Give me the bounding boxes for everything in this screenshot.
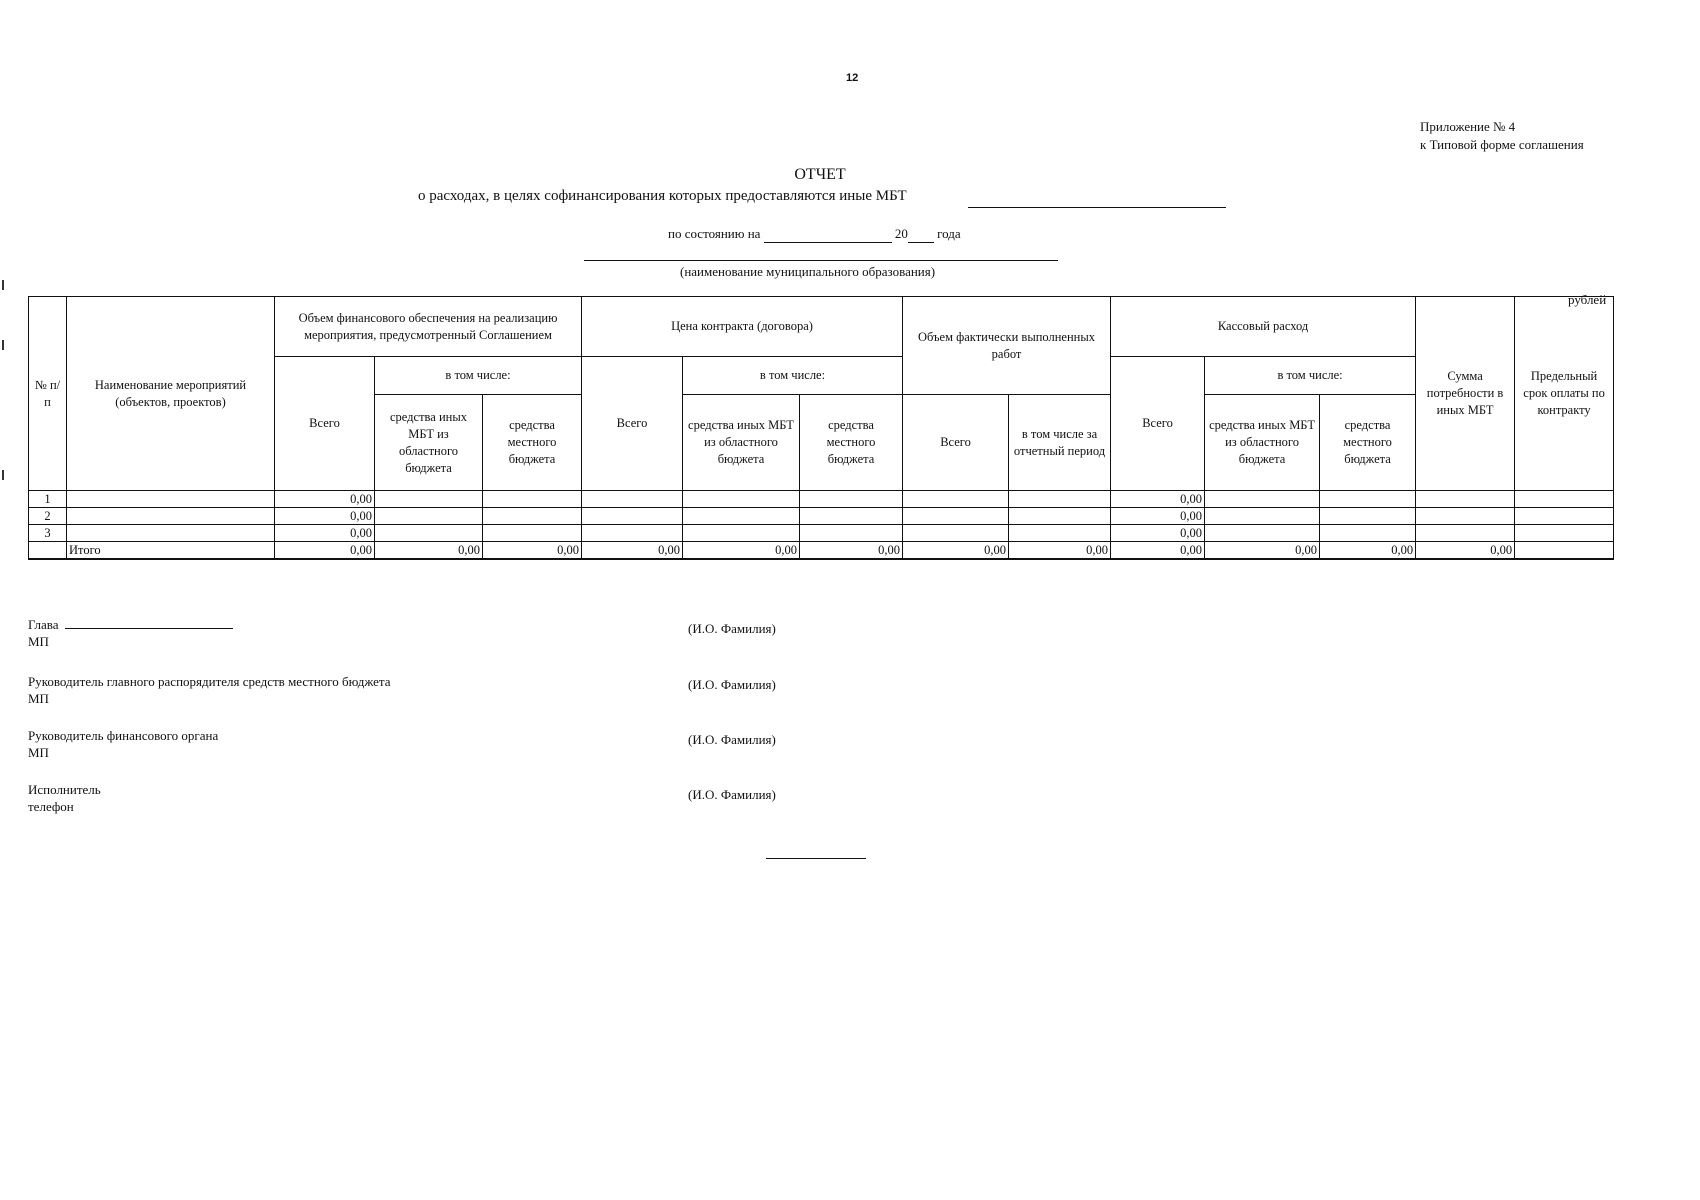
signature-blank-line: [65, 628, 233, 629]
appendix-line-1: Приложение № 4: [1420, 119, 1516, 134]
cell-actual-total: [903, 491, 1009, 508]
cell-need: [1416, 491, 1515, 508]
header-actual-total: Всего: [903, 395, 1009, 491]
signature-head: [28, 616, 233, 650]
cell-cash-mbt: [1205, 491, 1320, 508]
cell-funding-local: [483, 508, 582, 525]
header-cash: Кассовый расход: [1111, 297, 1416, 357]
cell-contract-total: [582, 491, 683, 508]
signature-fio: (И.О. Фамилия): [688, 787, 776, 802]
header-contract: Цена контракта (договора): [582, 297, 903, 357]
row-name: [67, 525, 275, 542]
total-contract-local: 0,00: [800, 542, 903, 560]
row-num: 1: [29, 491, 67, 508]
header-deadline: Предельный срок оплаты по контракту: [1515, 297, 1614, 491]
total-actual-period: 0,00: [1009, 542, 1111, 560]
cell-funding-total: 0,00: [275, 525, 375, 542]
row-name: [67, 491, 275, 508]
total-funding-mbt: 0,00: [375, 542, 483, 560]
cell-cash-total: 0,00: [1111, 525, 1205, 542]
signature-fio: (И.О. Фамилия): [688, 677, 776, 692]
header-funding-including: в том числе:: [375, 357, 582, 395]
cell-cash-local: [1320, 491, 1416, 508]
signature-role: Руководитель финансового органа: [28, 728, 219, 743]
cell-cash-total: 0,00: [1111, 508, 1205, 525]
subtitle-blank-line: [968, 207, 1226, 208]
cell-funding-mbt: [375, 525, 483, 542]
report-table: [28, 296, 1614, 560]
municipality-blank-line: [584, 260, 1058, 261]
signature-finance-head: [28, 727, 218, 761]
signature-executor: [28, 781, 101, 815]
cell-actual-period: [1009, 508, 1111, 525]
margin-mark: [2, 280, 4, 290]
cell-cash-local: [1320, 508, 1416, 525]
signature-stamp: МП: [28, 634, 49, 649]
signature-role: Исполнитель: [28, 782, 101, 797]
appendix-line-2: к Типовой форме соглашения: [1420, 137, 1584, 152]
total-need: 0,00: [1416, 542, 1515, 560]
report-subtitle: о расходах, в целях софинансирования которых предоставляются иные МБТ: [418, 188, 907, 204]
row-num: 3: [29, 525, 67, 542]
cell-funding-total: 0,00: [275, 491, 375, 508]
header-contract-local: средства местного бюджета: [800, 395, 903, 491]
header-funding: Объем финансового обеспечения на реализацию мероприятия, предусмотренный Соглашением: [275, 297, 582, 357]
header-actual: Объем фактически выполненных работ: [903, 297, 1111, 395]
cell-deadline: [1515, 491, 1614, 508]
as-of-date: [668, 226, 961, 243]
table-row: [29, 491, 1614, 508]
cell-cash-mbt: [1205, 525, 1320, 542]
signature-stamp: МП: [28, 745, 49, 760]
total-num: [29, 542, 67, 560]
municipality-label: (наименование муниципального образования): [680, 264, 936, 279]
units-label: рублей: [1568, 292, 1607, 307]
signature-stamp: МП: [28, 691, 49, 706]
header-funding-total: Всего: [275, 357, 375, 491]
cell-actual-period: [1009, 525, 1111, 542]
as-of-prefix: по состоянию на: [668, 226, 761, 241]
cell-need: [1416, 508, 1515, 525]
header-cash-total: Всего: [1111, 357, 1205, 491]
cell-funding-mbt: [375, 491, 483, 508]
header-cash-including: в том числе:: [1205, 357, 1416, 395]
header-funding-other-mbt: средства иных МБТ из областного бюджета: [375, 395, 483, 491]
as-of-suffix: года: [937, 226, 961, 241]
total-cash-mbt: 0,00: [1205, 542, 1320, 560]
row-name: [67, 508, 275, 525]
total-label: Итого: [67, 542, 275, 560]
cell-funding-local: [483, 525, 582, 542]
total-funding-local: 0,00: [483, 542, 582, 560]
signature-fio: (И.О. Фамилия): [688, 621, 776, 636]
appendix-note: [1420, 118, 1584, 154]
header-num: № п/п: [29, 297, 67, 491]
cell-contract-mbt: [683, 508, 800, 525]
cell-contract-mbt: [683, 525, 800, 542]
signature-chief-manager: [28, 673, 391, 707]
cell-contract-total: [582, 525, 683, 542]
date-blank: [764, 226, 892, 243]
cell-contract-total: [582, 508, 683, 525]
total-deadline: [1515, 542, 1614, 560]
cell-contract-local: [800, 525, 903, 542]
footer-rule: [766, 858, 866, 859]
cell-need: [1416, 525, 1515, 542]
total-cash-total: 0,00: [1111, 542, 1205, 560]
cell-contract-local: [800, 508, 903, 525]
total-contract-total: 0,00: [582, 542, 683, 560]
margin-mark: [2, 340, 4, 350]
header-cash-other-mbt: средства иных МБТ из областного бюджета: [1205, 395, 1320, 491]
header-contract-other-mbt: средства иных МБТ из областного бюджета: [683, 395, 800, 491]
signature-phone: телефон: [28, 799, 74, 814]
cell-cash-local: [1320, 525, 1416, 542]
table-row: [29, 525, 1614, 542]
header-actual-period: в том числе за отчетный период: [1009, 395, 1111, 491]
header-contract-total: Всего: [582, 357, 683, 491]
header-cash-local: средства местного бюджета: [1320, 395, 1416, 491]
cell-actual-period: [1009, 491, 1111, 508]
row-num: 2: [29, 508, 67, 525]
cell-deadline: [1515, 525, 1614, 542]
cell-cash-mbt: [1205, 508, 1320, 525]
signature-fio: (И.О. Фамилия): [688, 732, 776, 747]
signature-role: Руководитель главного распорядителя средств местного бюджета: [28, 674, 391, 689]
cell-funding-mbt: [375, 508, 483, 525]
margin-mark: [2, 470, 4, 480]
page-number: 12: [846, 72, 859, 84]
year-prefix: 20: [894, 226, 908, 241]
cell-actual-total: [903, 508, 1009, 525]
header-funding-local: средства местного бюджета: [483, 395, 582, 491]
cell-actual-total: [903, 525, 1009, 542]
table-row: [29, 508, 1614, 525]
total-contract-mbt: 0,00: [683, 542, 800, 560]
total-row: [29, 542, 1614, 560]
total-cash-local: 0,00: [1320, 542, 1416, 560]
total-funding-total: 0,00: [275, 542, 375, 560]
cell-contract-mbt: [683, 491, 800, 508]
cell-cash-total: 0,00: [1111, 491, 1205, 508]
total-actual-total: 0,00: [903, 542, 1009, 560]
cell-funding-total: 0,00: [275, 508, 375, 525]
report-title: ОТЧЕТ: [794, 166, 846, 183]
cell-contract-local: [800, 491, 903, 508]
signature-role: Глава: [28, 617, 59, 632]
year-blank: [908, 226, 934, 243]
header-name: Наименование мероприятий (объектов, проектов): [67, 297, 275, 491]
cell-funding-local: [483, 491, 582, 508]
cell-deadline: [1515, 508, 1614, 525]
header-contract-including: в том числе:: [683, 357, 903, 395]
header-need: Сумма потребности в иных МБТ: [1416, 297, 1515, 491]
